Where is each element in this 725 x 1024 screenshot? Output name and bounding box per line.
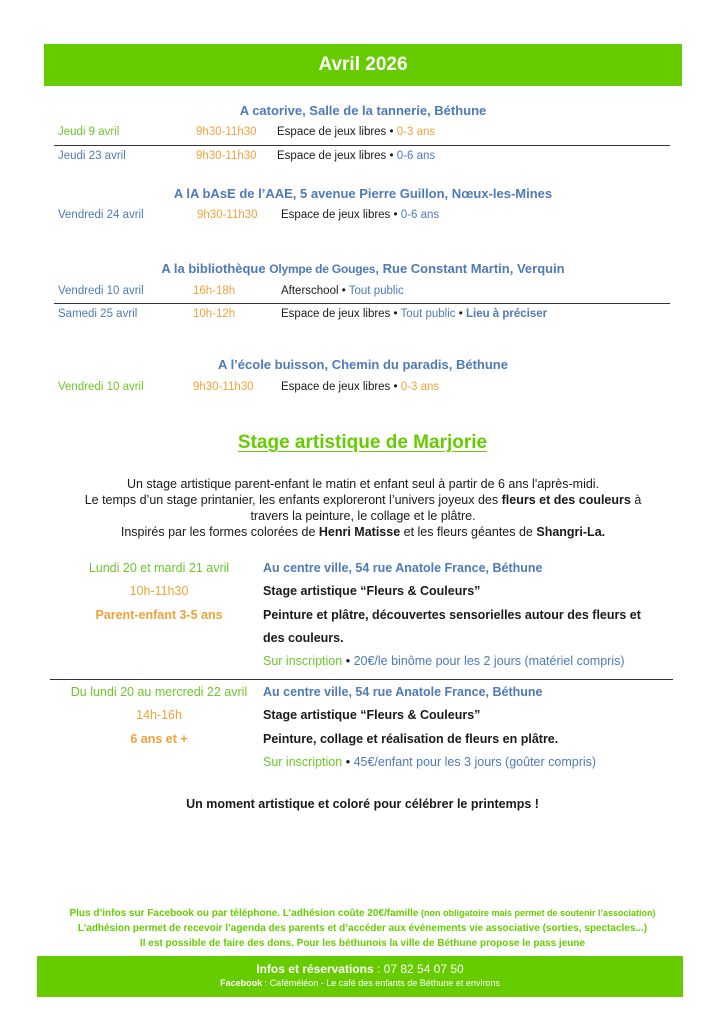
session-audience: Parent-enfant 3-5 ans [95,608,223,622]
event-audience: 0-6 ans [396,150,436,162]
event-activity-line [277,150,435,162]
contact-label: Infos et réservations [256,962,374,976]
facebook-label: Facebook [220,978,263,988]
event-activity: Espace de jeux libres [277,150,387,162]
phone-number[interactable]: 07 82 54 07 50 [383,962,464,976]
bullet: • [458,308,463,320]
session-dates: Lundi 20 et mardi 21 avril [88,561,230,575]
intro-line: travers la peinture, le collage et le plâtre. [250,509,476,523]
info-note: (non obligatoire mais permet de soutenir l’association) [418,908,656,918]
bullet: • [393,209,398,221]
event-date: Jeudi 23 avril [58,150,126,162]
event-audience: Tout public [400,308,456,320]
event-activity-line [281,209,439,221]
session-price: 20€/le binôme pour les 2 jours (matériel compris) [353,654,625,668]
bullet: • [345,654,351,668]
intro-text: Inspirés par les formes colorées de [120,525,319,539]
venue-title [44,261,682,276]
event-time: 9h30-11h30 [196,150,257,162]
session-description: Peinture, collage et réalisation de fleurs en plâtre. [263,732,559,746]
row-divider [54,145,670,146]
info-line: L’adhésion permet de recevoir l’agenda des parents et d’accéder aux événements vie associative (sorties, spectacles...) [77,923,648,934]
registration-label: Sur inscription [263,654,343,668]
event-audience: 0-3 ans [400,381,440,393]
bullet: • [393,381,398,393]
session-name: Stage artistique “Fleurs & Couleurs” [263,708,481,722]
event-date: Vendredi 10 avril [58,285,144,297]
event-row [0,285,725,301]
event-audience: Tout public [348,285,404,297]
row-divider [54,303,670,304]
intro-bold: fleurs et des couleurs [501,493,631,507]
facebook-page[interactable]: Caféméléon - Le café des enfants de Béthune et environs [269,978,500,988]
event-activity-line [277,126,435,138]
intro-text: et les fleurs géantes de [400,525,537,539]
session-name: Stage artistique “Fleurs & Couleurs” [263,584,481,598]
event-time: 16h-18h [193,285,236,297]
session-audience: 6 ans et + [130,732,188,746]
event-audience: 0-6 ans [400,209,440,221]
bullet: • [389,150,394,162]
bullet: • [345,755,351,769]
separator: : [262,978,270,988]
registration-label: Sur inscription [263,755,343,769]
session-description: Peinture et plâtre, découvertes sensorielles autour des fleurs et [263,608,641,622]
event-date: Vendredi 24 avril [58,209,144,221]
intro-text: à [630,493,642,507]
venue-title: A lA bAsE de l’AAE, 5 avenue Pierre Guillon, Nœux-les-Mines [173,186,553,201]
intro-text: Le temps d’un stage printanier, les enfants exploreront l’univers joyeux des [84,493,502,507]
event-row [0,150,725,166]
footer-bar [37,956,683,997]
venue-title-library: Olympe de Gouges [269,262,376,276]
closing-message: Un moment artistique et coloré pour célébrer le printemps ! [186,797,539,811]
event-activity-line [281,285,404,297]
intro-line: Un stage artistique parent-enfant le matin et enfant seul à partir de 6 ans l'après-midi. [126,477,600,491]
event-row [0,126,725,142]
session-location: Au centre ville, 54 rue Anatole France, Béthune [263,685,543,699]
event-row [0,308,725,324]
venue-title: A catorive, Salle de la tannerie, Béthune [239,103,487,118]
month-header [44,44,682,86]
intro-bold: Shangri-La. [536,525,606,539]
event-activity: Espace de jeux libres [281,209,391,221]
event-time: 9h30-11h30 [196,126,257,138]
intro-bold: Henri Matisse [318,525,401,539]
session-registration [263,755,596,769]
session-description: des couleurs. [263,631,344,645]
info-text: Plus d’infos sur Facebook ou par téléphone. L’adhésion coûte 20€/famille [69,908,419,919]
contact-line [37,962,683,976]
venue-title-prefix: A la bibliothèque [161,261,270,276]
info-line [0,906,725,921]
event-date: Jeudi 9 avril [58,126,120,138]
event-time: 9h30-11h30 [197,209,258,221]
event-row [0,381,725,397]
intro-line [44,492,682,508]
info-block [0,906,725,951]
event-activity: Afterschool [281,285,339,297]
session-divider [50,679,673,680]
event-date: Samedi 25 avril [58,308,138,320]
facebook-line [37,978,683,988]
event-activity-line [281,381,439,393]
stage-intro [44,476,682,540]
separator: : [373,962,384,976]
event-audience: 0-3 ans [396,126,436,138]
event-activity: Espace de jeux libres [281,381,391,393]
event-row [0,209,725,225]
stage-title: Stage artistique de Marjorie [237,432,488,453]
session-price: 45€/enfant pour les 3 jours (goûter compris) [353,755,597,769]
month-title: Avril 2026 [318,54,408,75]
bullet: • [389,126,394,138]
event-time: 9h30-11h30 [193,381,254,393]
event-date: Vendredi 10 avril [58,381,144,393]
venue-title-suffix: , Rue Constant Martin, Verquin [375,261,565,276]
event-activity: Espace de jeux libres [281,308,391,320]
session-time: 14h-16h [136,708,182,722]
venue-title: A l’école buisson, Chemin du paradis, Béthune [218,357,508,372]
event-time: 10h-12h [193,308,236,320]
event-activity-line [281,308,547,320]
event-location-note: Lieu à préciser [465,308,548,320]
bullet: • [341,285,346,297]
session-registration [263,654,625,668]
event-activity: Espace de jeux libres [277,126,387,138]
info-line: Il est possible de faire des dons. Pour les béthunois la ville de Béthune propose le pass jeune [139,938,586,949]
session-time: 10h-11h30 [129,584,189,598]
intro-line [44,524,682,540]
session-dates: Du lundi 20 au mercredi 22 avril [70,685,248,699]
bullet: • [393,308,398,320]
session-location: Au centre ville, 54 rue Anatole France, Béthune [263,561,543,575]
